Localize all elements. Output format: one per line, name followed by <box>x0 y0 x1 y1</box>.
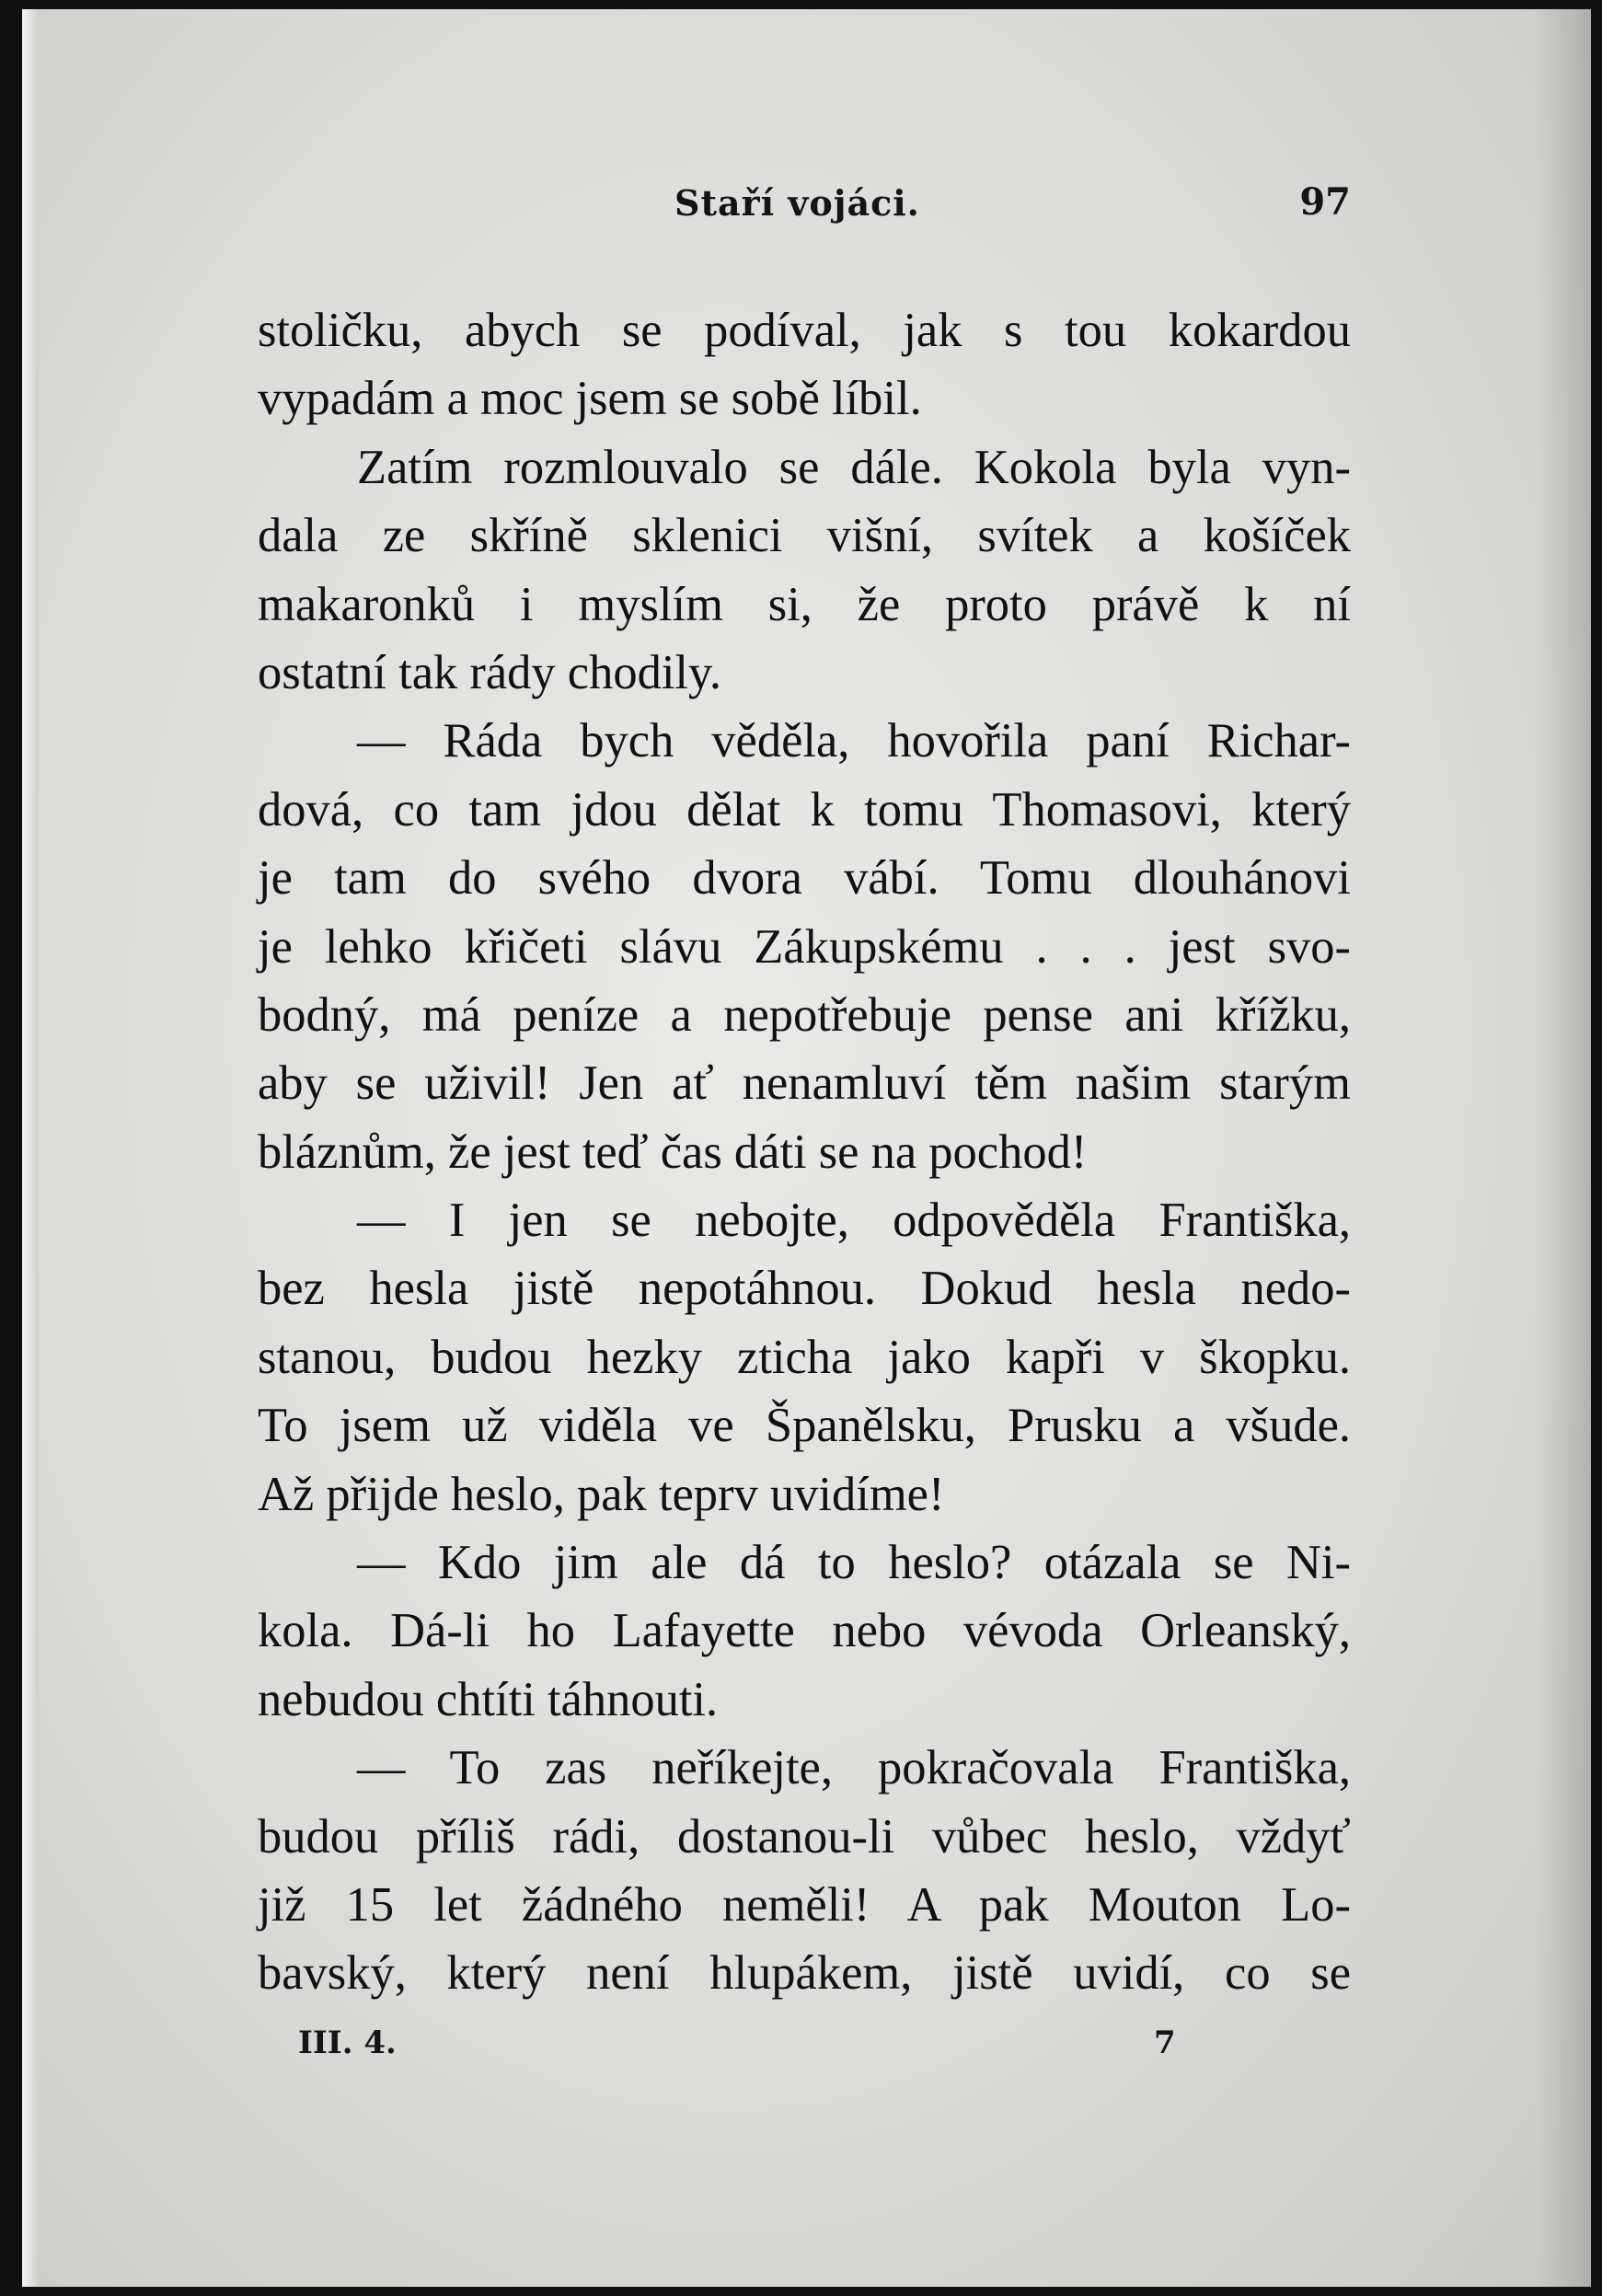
text-line: je lehko křičeti slávu Zákupskému . . . jest svo- <box>258 919 1351 974</box>
text-line: makaronků i myslím si, že proto právě k ní <box>258 577 1351 631</box>
text-line: je tam do svého dvora vábí. Tomu dlouhánovi <box>258 851 1351 906</box>
printer-signature: III. 4. <box>298 2025 397 2061</box>
text-line: kola. Dá-li ho Lafayette nebo vévoda Orleanský, <box>258 1604 1351 1658</box>
text-line: — Kdo jim ale dá to heslo? otázala se Ni- <box>357 1536 1351 1590</box>
text-line: — Ráda bych věděla, hovořila paní Richar- <box>357 714 1351 768</box>
page-footer <box>298 2025 1200 2080</box>
text-line: — I jen se nebojte, odpověděla Františka, <box>357 1194 1351 1248</box>
text-line: dová, co tam jdou dělat k tomu Thomasovi, který <box>258 782 1351 836</box>
text-line: bavský, který není hlupákem, jistě uvidí, co se <box>258 1946 1351 2001</box>
book-page <box>22 9 1591 2287</box>
page-header <box>258 175 1351 230</box>
page-number: 97 <box>1299 180 1351 224</box>
body-text <box>258 296 1351 2008</box>
text-line: již 15 let žádného neměli! A pak Mouton Lo- <box>258 1877 1351 1932</box>
text-line: stoličku, abych se podíval, jak s tou kokardou <box>258 304 1351 357</box>
text-line: ostatní tak rády chodily. <box>258 645 721 699</box>
text-line: To jsem už viděla ve Španělsku, Prusku a všude. <box>258 1399 1351 1453</box>
text-line: stanou, budou hezky zticha jako kapři v škopku. <box>258 1330 1351 1384</box>
text-line: dala ze skříně sklenici višní, svítek a košíček <box>258 509 1351 563</box>
running-title: Staří vojáci. <box>674 182 920 224</box>
text-line: Zatím rozmlouvalo se dále. Kokola byla vyn- <box>357 440 1351 494</box>
text-line: nebudou chtíti táhnouti. <box>258 1672 719 1726</box>
sheet-signature-number: 7 <box>1154 2025 1176 2061</box>
text-line: vypadám a moc jsem se sobě líbil. <box>258 372 922 426</box>
text-line: bez hesla jistě nepotáhnou. Dokud hesla nedo- <box>258 1262 1351 1316</box>
text-line: aby se uživil! Jen ať nenamluví těm našim starým <box>258 1056 1351 1111</box>
text-line: bláznům, že jest teď čas dáti se na pochod! <box>258 1125 1088 1179</box>
page-binding-shadow <box>1536 9 1591 2287</box>
text-line: Až přijde heslo, pak teprv uvidíme! <box>258 1467 945 1521</box>
text-line: — To zas neříkejte, pokračovala Františka, <box>357 1741 1351 1795</box>
text-line: bodný, má peníze a nepotřebuje pense ani křížku, <box>258 987 1351 1042</box>
page-left-edge <box>22 9 39 2287</box>
text-line: budou příliš rádi, dostanou-li vůbec heslo, vždyť <box>258 1809 1351 1863</box>
